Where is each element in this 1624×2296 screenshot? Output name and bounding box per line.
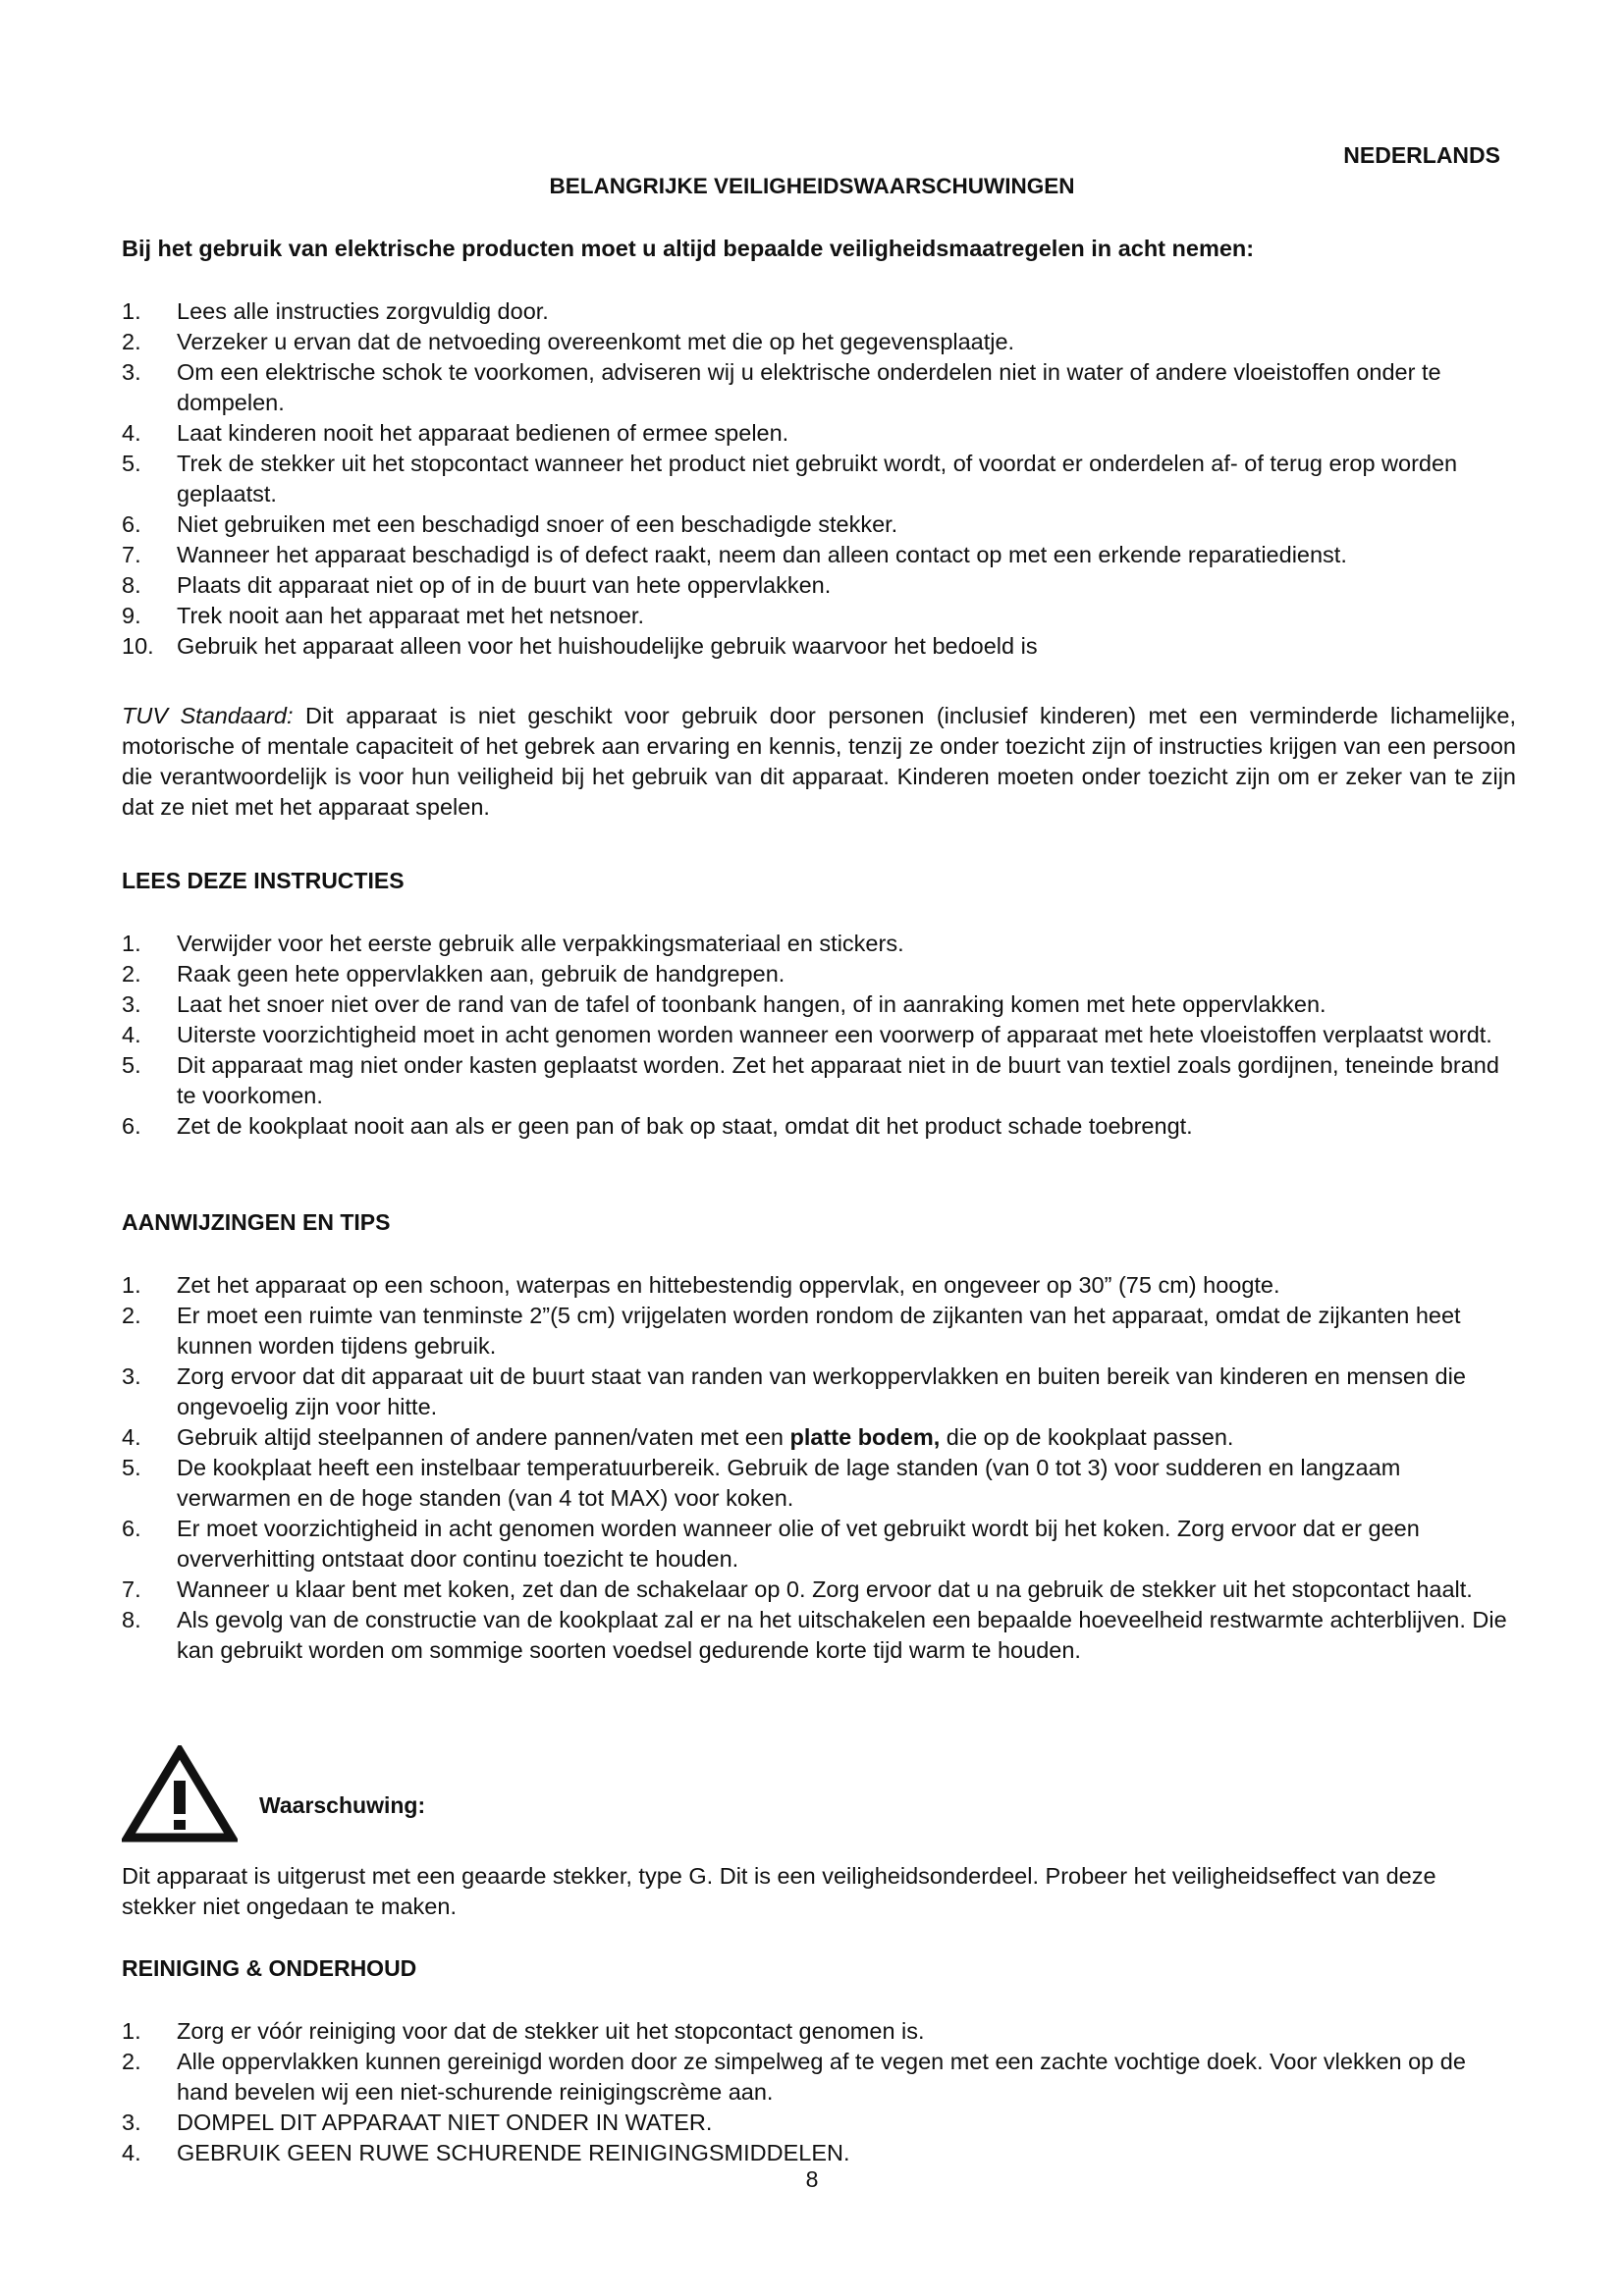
instructions-list	[122, 929, 1516, 1142]
tuv-text: Dit apparaat is niet geschikt voor gebruik door personen (inclusief kinderen) met een verminderde lichamelijke, motorische of mentale capaciteit of het gebrek aan ervaring en kennis, tenzij ze onder toezicht zijn of instructies krijgen van een persoon die verantwoordelijk is voor hun veiligheid bij het gebruik van dit apparaat. Kinderen moeten onder toezicht zijn om er zeker van te zijn dat ze niet met het apparaat spelen.	[122, 703, 1516, 820]
list-item: 6. Niet gebruiken met een beschadigd snoer of een beschadigde stekker.	[122, 511, 898, 537]
list-item: 7. Wanneer u klaar bent met koken, zet dan de schakelaar op 0. Zorg ervoor dat u na gebruik de stekker uit het stopcontact haalt.	[122, 1576, 1473, 1602]
list-item: 3. Laat het snoer niet over de rand van de tafel of toonbank hangen, of in aanraking komen met hete oppervlakken.	[122, 991, 1326, 1017]
list-item: 4. Gebruik altijd steelpannen of andere pannen/vaten met een platte bodem, die op de kookplaat passen.	[122, 1424, 1234, 1450]
list-item: 7. Wanneer het apparaat beschadigd is of defect raakt, neem dan alleen contact op met een erkende reparatiedienst.	[122, 542, 1347, 567]
list-item: 5. De kookplaat heeft een instelbaar temperatuurbereik. Gebruik de lage standen (van 0 tot 3) voor sudderen en langzaam verwarmen en de hoge standen (van 4 tot MAX) voor koken.	[122, 1455, 1401, 1511]
instructions-heading: LEES DEZE INSTRUCTIES	[122, 868, 405, 893]
list-item: 9. Trek nooit aan het apparaat met het netsnoer.	[122, 603, 644, 628]
safety-section	[122, 296, 1516, 662]
list-item: 6. Er moet voorzichtigheid in acht genomen worden wanneer olie of vet gebruikt wordt bij het koken. Zorg ervoor dat er geen oververhitting ontstaat door continu toezicht te houden.	[122, 1516, 1420, 1572]
list-item: 8. Als gevolg van de constructie van de kookplaat zal er na het uitschakelen een bepaalde hoeveelheid restwarmte achterblijven. Die kan gebruikt worden om sommige soorten voedsel gedurende korte tijd warm te houden.	[122, 1607, 1507, 1663]
cleaning-heading: REINIGING & ONDERHOUD	[122, 1955, 417, 1981]
cleaning-section	[122, 2016, 1516, 2168]
list-item: 4. Laat kinderen nooit het apparaat bedienen of ermee spelen.	[122, 420, 789, 446]
warning-triangle-icon	[122, 1745, 238, 1843]
warning-label: Waarschuwing:	[259, 1791, 426, 1818]
intro-text: Bij het gebruik van elektrische producten moet u altijd bepaalde veiligheidsmaatregelen in acht nemen:	[122, 236, 1255, 261]
tuv-paragraph	[122, 701, 1516, 823]
list-item: 1. Verwijder voor het eerste gebruik alle verpakkingsmateriaal en stickers.	[122, 931, 904, 956]
list-item: 1. Zet het apparaat op een schoon, waterpas en hittebestendig oppervlak, en ongeveer op 30” (75 cm) hoogte.	[122, 1272, 1280, 1298]
list-item: 2. Verzeker u ervan dat de netvoeding overeenkomt met die op het gegevensplaatje.	[122, 329, 1015, 354]
list-item: 1. Zorg er vóór reiniging voor dat de stekker uit het stopcontact genomen is.	[122, 2018, 925, 2044]
language-label: NEDERLANDS	[1343, 142, 1500, 168]
list-item: 3. Om een elektrische schok te voorkomen, adviseren wij u elektrische onderdelen niet in water of andere vloeistoffen onder te dompelen.	[122, 359, 1441, 415]
page-number: 8	[805, 2166, 819, 2192]
list-item: 2. Alle oppervlakken kunnen gereinigd worden door ze simpelweg af te vegen met een zachte vochtige doek. Voor vlekken op de hand bevelen wij een niet-schurende reinigingscrème aan.	[122, 2049, 1466, 2105]
list-item: 4. Uiterste voorzichtigheid moet in acht genomen worden wanneer een voorwerp of apparaat met hete vloeistoffen verplaatst wordt.	[122, 1022, 1492, 1047]
list-item: 6. Zet de kookplaat nooit aan als er geen pan of bak op staat, omdat dit het product schade toebrengt.	[122, 1113, 1193, 1139]
list-item: 2. Er moet een ruimte van tenminste 2”(5 cm) vrijgelaten worden rondom de zijkanten van het apparaat, omdat de zijkanten heet kunnen worden tijdens gebruik.	[122, 1303, 1461, 1359]
tips-section	[122, 1270, 1516, 1666]
cleaning-list	[122, 2016, 1516, 2168]
list-item: 4. GEBRUIK GEEN RUWE SCHURENDE REINIGINGSMIDDELEN.	[122, 2140, 850, 2165]
emphasis-text: platte bodem,	[789, 1424, 941, 1450]
list-item: 5. Trek de stekker uit het stopcontact wanneer het product niet gebruikt wordt, of voordat er onderdelen af- of terug erop worden geplaatst.	[122, 451, 1458, 507]
safety-list	[122, 296, 1516, 662]
warning-text: Dit apparaat is uitgerust met een geaarde stekker, type G. Dit is een veiligheidsonderdeel. Probeer het veiligheidseffect van deze stekker niet ongedaan te maken.	[122, 1863, 1436, 1919]
tips-heading: AANWIJZINGEN EN TIPS	[122, 1209, 391, 1235]
list-item: 8. Plaats dit apparaat niet op of in de buurt van hete oppervlakken.	[122, 572, 832, 598]
list-item: 3. Zorg ervoor dat dit apparaat uit de buurt staat van randen van werkoppervlakken en buiten bereik van kinderen en mensen die ongevoelig zijn voor hitte.	[122, 1363, 1466, 1419]
list-item: 2. Raak geen hete oppervlakken aan, gebruik de handgrepen.	[122, 961, 785, 987]
list-item: 3. DOMPEL DIT APPARAAT NIET ONDER IN WATER.	[122, 2109, 713, 2135]
instructions-section	[122, 929, 1516, 1142]
page-title: BELANGRIJKE VEILIGHEIDSWAARSCHUWINGEN	[549, 174, 1075, 198]
list-item: 1. Lees alle instructies zorgvuldig door.	[122, 298, 549, 324]
list-item: 5. Dit apparaat mag niet onder kasten geplaatst worden. Zet het apparaat niet in de buurt van textiel zoals gordijnen, teneinde brand te voorkomen.	[122, 1052, 1499, 1108]
warning-block	[122, 1745, 1516, 1843]
list-item: 10. Gebruik het apparaat alleen voor het huishoudelijke gebruik waarvoor het bedoeld is	[122, 633, 1038, 659]
tips-list	[122, 1270, 1516, 1666]
tuv-label: TUV Standaard:	[122, 703, 294, 728]
